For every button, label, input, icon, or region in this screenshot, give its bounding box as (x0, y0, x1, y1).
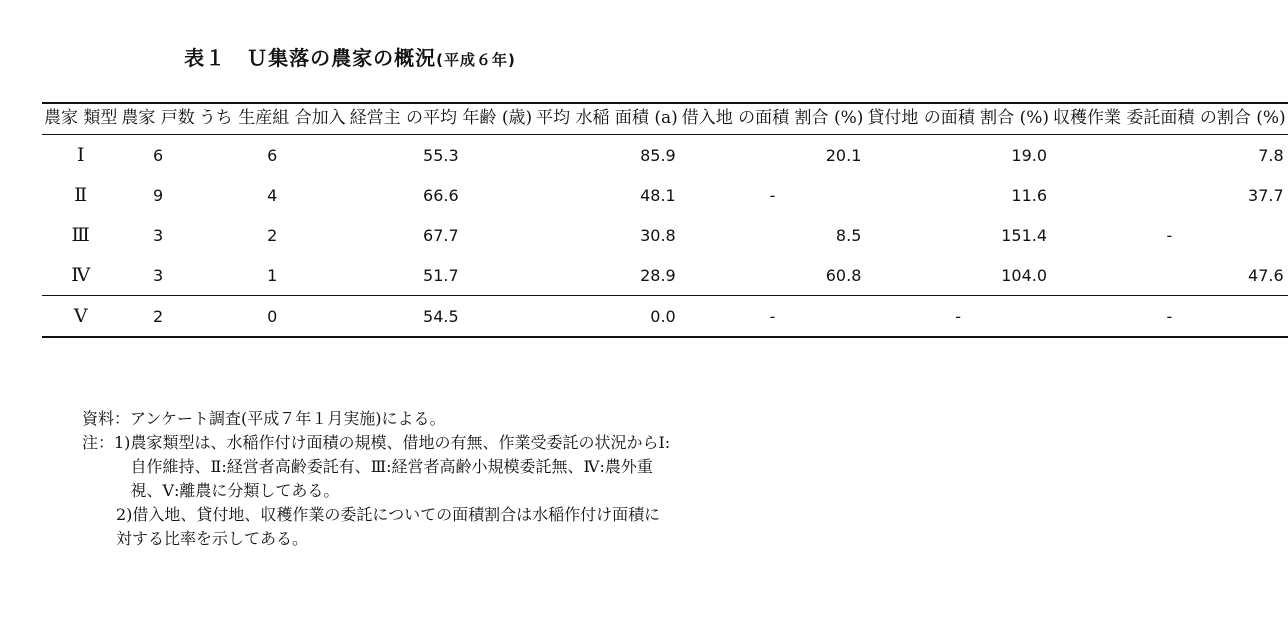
note-1 (82, 431, 672, 503)
cell-rice-area: 28.9 (640, 265, 676, 285)
header-harvest-ratio: 収穫作業 委託面積 の割合 (%) (1053, 108, 1286, 128)
cell-coop: 1 (267, 265, 278, 285)
cell-households: 9 (153, 185, 164, 205)
note-1-label: 注：1) (82, 433, 131, 452)
cell-rice-area: 48.1 (640, 185, 676, 205)
cell-type: Ⅳ (71, 264, 91, 286)
cell-type: Ⅲ (71, 224, 90, 246)
cell-coop: 4 (267, 185, 278, 205)
cell-harvest: 7.8 (1258, 145, 1284, 165)
header-coop-members: うち 生産組 合加入 (198, 108, 346, 128)
source-note: 資料：アンケート調査(平成７年１月実施)による。 (82, 409, 446, 428)
cell-borrowed: 60.8 (825, 265, 862, 285)
cell-age: 51.7 (423, 265, 459, 285)
cell-coop: 0 (267, 306, 278, 326)
cell-lent: 104.0 (1001, 265, 1048, 285)
cell-type: Ⅴ (73, 305, 88, 327)
cell-borrowed: - (769, 306, 776, 326)
cell-age: 54.5 (423, 306, 459, 326)
table-title (0, 42, 700, 71)
cell-rice-area: 85.9 (640, 145, 676, 165)
cell-rice-area: 30.8 (640, 225, 676, 245)
header-average-age: 経営主 の平均 年齢 (歳) (349, 108, 533, 128)
cell-harvest: - (1166, 225, 1173, 245)
cell-harvest: 37.7 (1248, 185, 1284, 205)
header-households: 農家 戸数 (121, 108, 195, 128)
table-row (42, 175, 1288, 215)
cell-households: 3 (153, 225, 164, 245)
cell-lent: 11.6 (1011, 185, 1048, 205)
table-notes (82, 407, 672, 551)
cell-lent: - (955, 306, 962, 326)
header-rice-area: 平均 水稲 面積 (a) (536, 108, 678, 128)
header-borrowed-ratio: 借入地 の面積 割合 (%) (681, 108, 864, 128)
cell-harvest: 47.6 (1248, 265, 1284, 285)
table-row (42, 215, 1288, 255)
cell-age: 55.3 (423, 145, 459, 165)
cell-harvest: - (1166, 306, 1173, 326)
cell-borrowed: 20.1 (825, 145, 862, 165)
cell-borrowed: - (769, 185, 776, 205)
table-title-main: 表１ Ｕ集落の農家の概況 (184, 46, 437, 70)
cell-age: 67.7 (423, 225, 459, 245)
cell-lent: 19.0 (1011, 145, 1048, 165)
cell-lent: 151.4 (1001, 225, 1048, 245)
cell-coop: 6 (267, 145, 278, 165)
cell-households: 2 (153, 306, 164, 326)
cell-rice-area: 0.0 (650, 306, 676, 326)
table-title-year: (平成６年) (436, 51, 516, 69)
table-row (42, 255, 1288, 296)
cell-type: Ⅱ (74, 184, 88, 206)
note-2: 2)借入地、貸付地、収穫作業の委託についての面積割合は水稲作付け面積に対する比率を示してある。 (116, 505, 661, 548)
cell-type: Ⅰ (76, 144, 85, 166)
cell-age: 66.6 (423, 185, 459, 205)
table-row (42, 296, 1288, 338)
note-1-text: 農家類型は、水稲作付け面積の規模、借地の有無、作業受委託の状況からⅠ:自作維持、Ⅱ:経営者高齢委託有、Ⅲ:経営者高齢小規模委託無、Ⅳ:農外重視、Ⅴ:離農に分類してある。 (130, 433, 671, 500)
cell-households: 6 (153, 145, 164, 165)
cell-coop: 2 (267, 225, 278, 245)
table-header-row (42, 103, 1288, 135)
farm-overview-table (42, 102, 1288, 338)
header-lent-ratio: 貸付地 の面積 割合 (%) (867, 108, 1050, 128)
cell-households: 3 (153, 265, 164, 285)
table-row (42, 135, 1288, 176)
header-farm-type: 農家 類型 (44, 108, 118, 128)
cell-borrowed: 8.5 (835, 225, 862, 245)
